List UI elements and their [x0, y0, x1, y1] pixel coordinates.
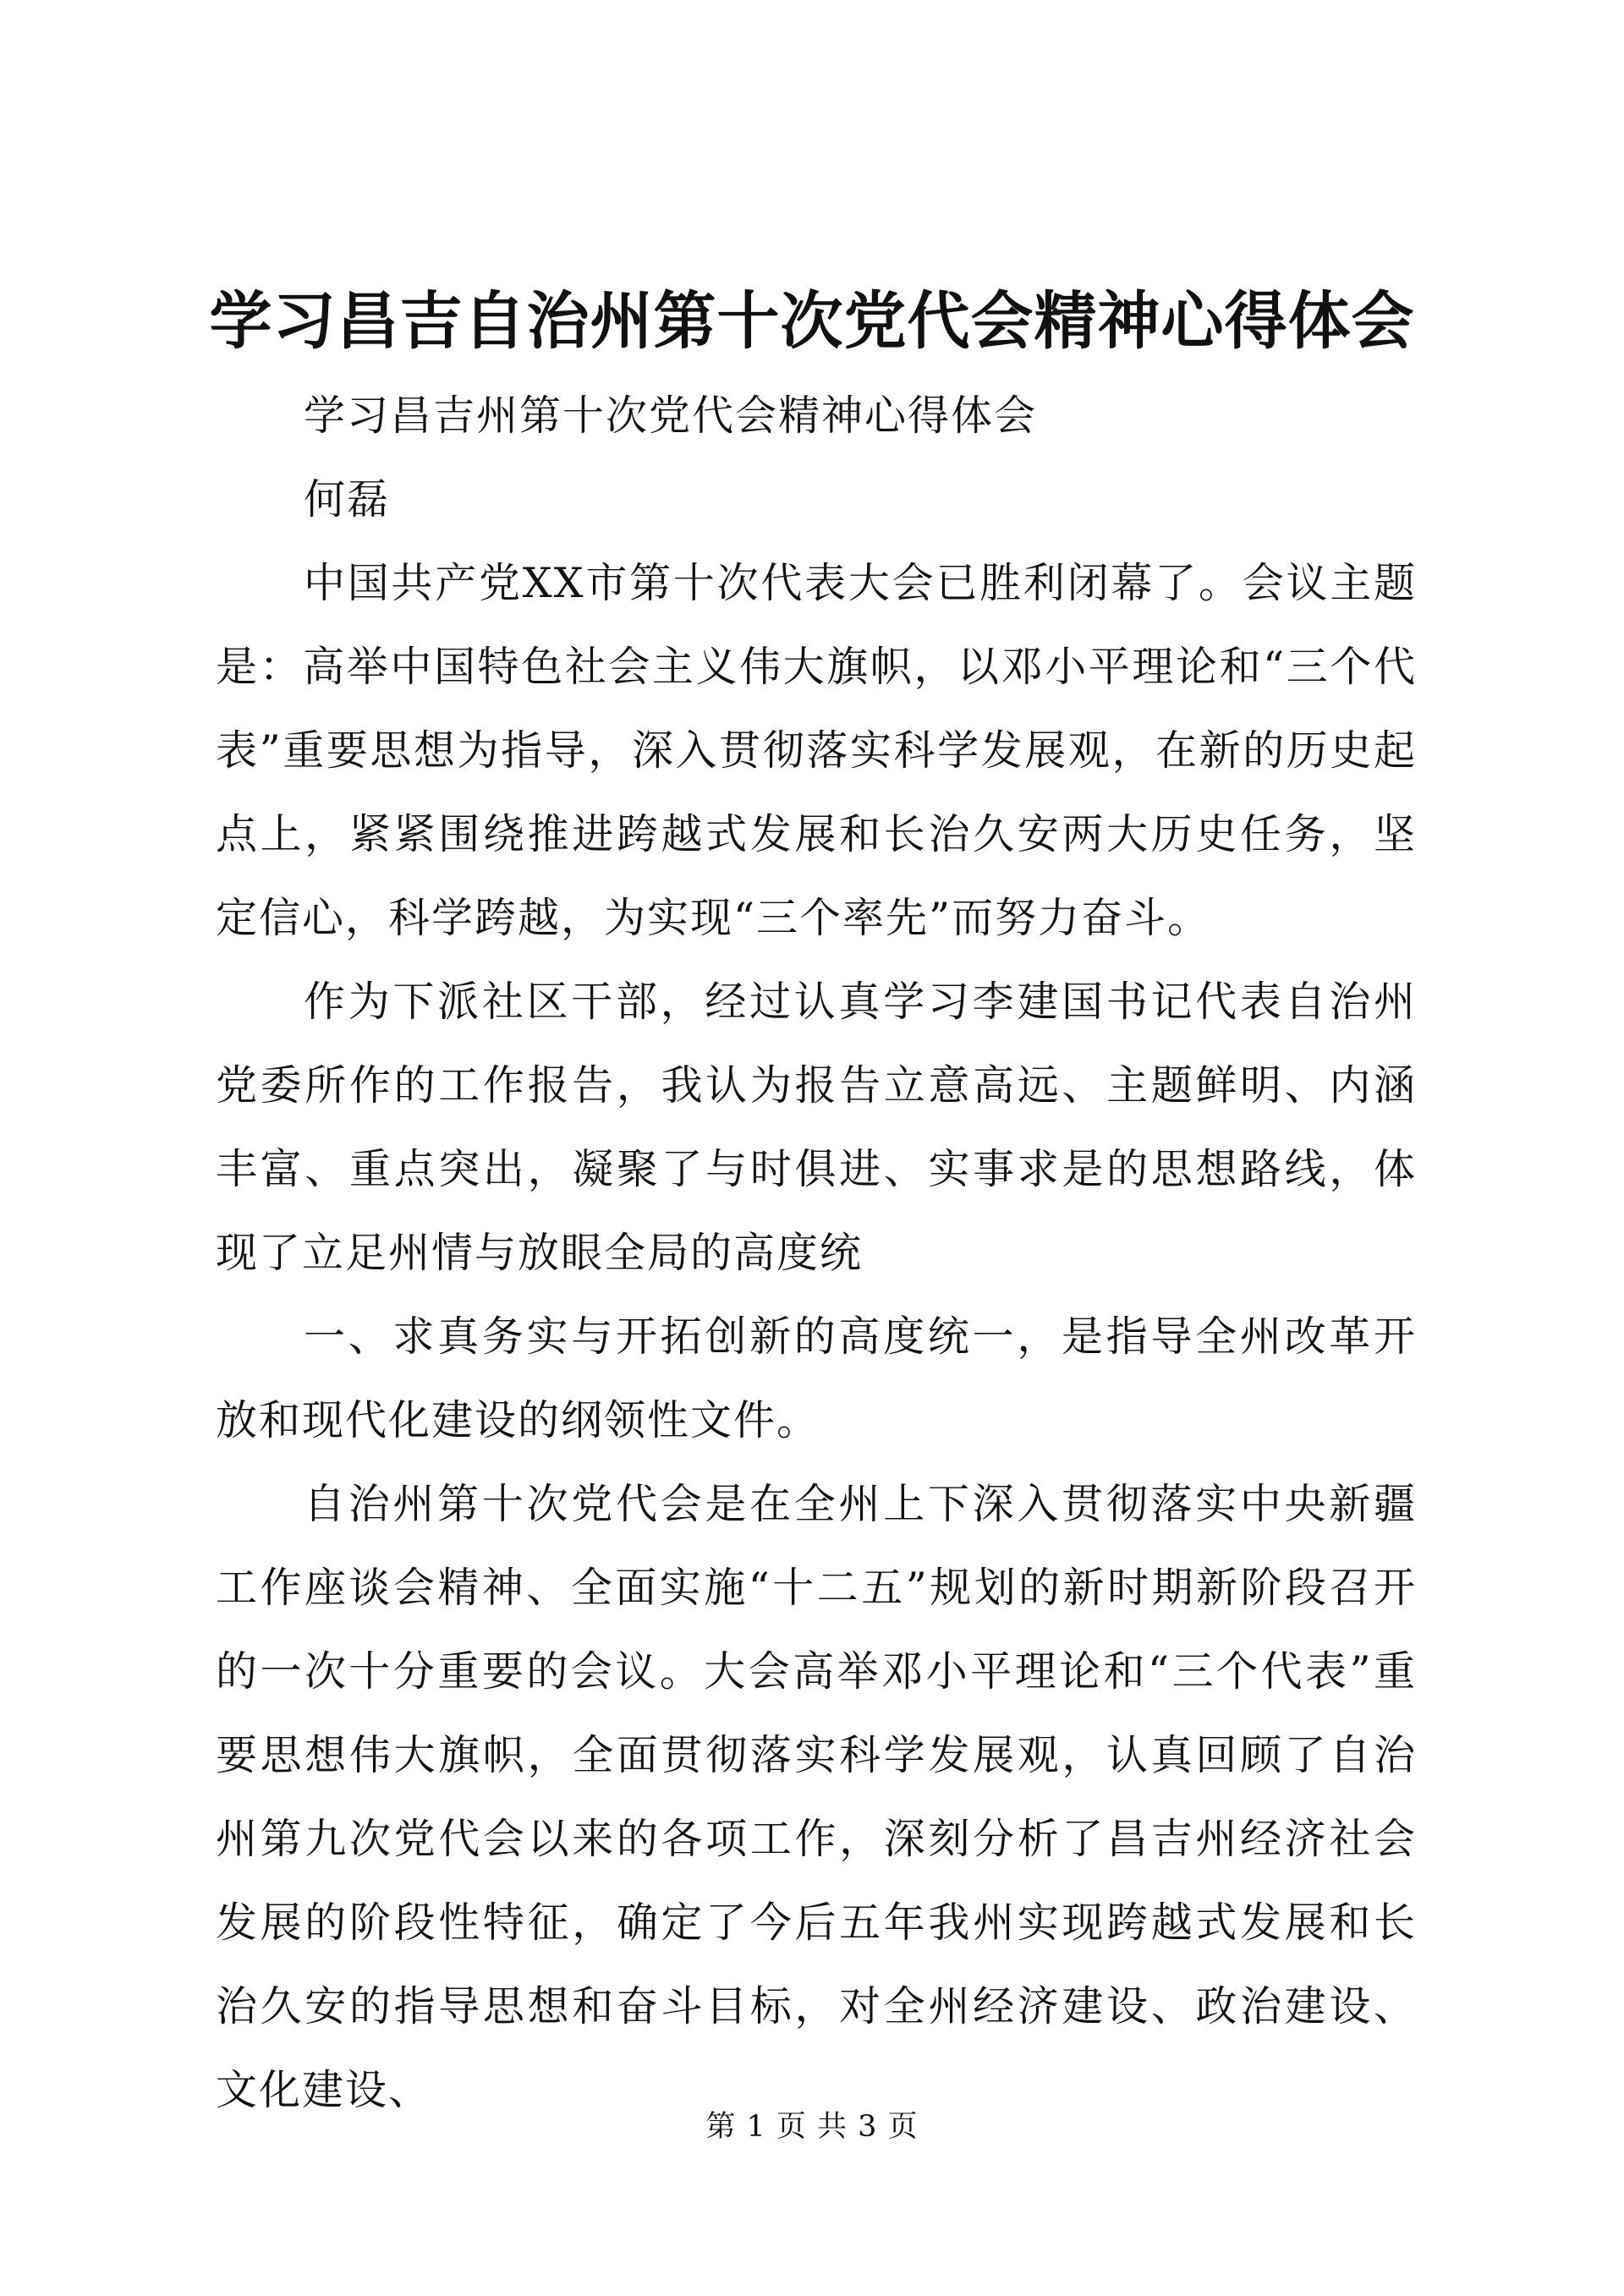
- paragraph: 一、求真务实与开拓创新的高度统一，是指导全州改革开放和现代化建设的纲领性文件。: [216, 1312, 1417, 1444]
- paragraph: 作为下派社区干部，经过认真学习李建国书记代表自治州党委所作的工作报告，我认为报告立意高远、主题鲜明、内涵丰富、重点突出，凝聚了与时俱进、实事求是的思想路线，体现了立足州情与放眼全局的高度统: [216, 978, 1417, 1277]
- subtitle-line: 学习昌吉州第十次党代会精神心得体会: [304, 392, 1038, 440]
- document-body: [216, 374, 1417, 2132]
- paragraph: 自治州第十次党代会是在全州上下深入贯彻落实中央新疆工作座谈会精神、全面实施“十二五”规划的新时期新阶段召开的一次十分重要的会议。大会高举邓小平理论和“三个代表”重要思想伟大旗帜，全面贯彻落实科学发展观，认真回顾了自治州第九次党代会以来的各项工作，深刻分析了昌吉州经济社会发展的阶段性特征，确定了今后五年我州实现跨越式发展和长治久安的指导思想和奋斗目标，对全州经济建设、政治建设、文化建设、: [216, 1480, 1417, 2114]
- page-number-footer: 第 1 页 共 3 页: [705, 2110, 919, 2144]
- author-line: 何磊: [304, 475, 391, 523]
- document-title: 学习昌吉自治州第十次党代会精神心得体会: [209, 285, 1415, 358]
- paragraph: 中国共产党XX市第十次代表大会已胜利闭幕了。会议主题是：高举中国特色社会主义伟大旗帜，以邓小平理论和“三个代表”重要思想为指导，深入贯彻落实科学发展观，在新的历史起点上，紧紧围绕推进跨越式发展和长治久安两大历史任务，坚定信心，科学跨越，为实现“三个率先”而努力奋斗。: [216, 559, 1417, 942]
